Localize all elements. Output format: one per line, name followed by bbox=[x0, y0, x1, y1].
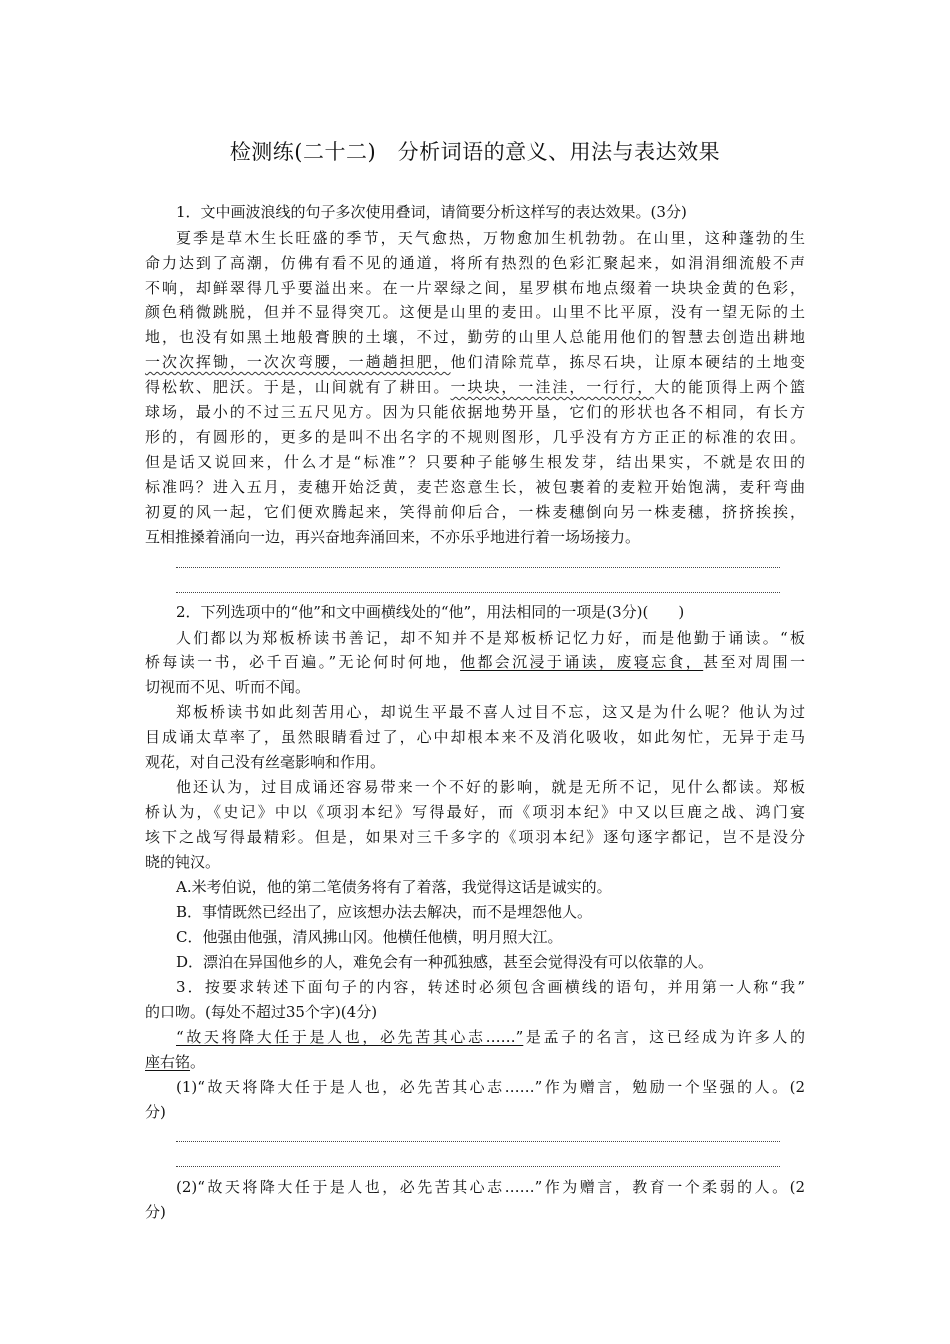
q2-option-a[interactable]: A.米考伯说，他的第二笔债务将有了着落，我觉得这话是诚实的。 bbox=[176, 878, 612, 896]
answer-line[interactable] bbox=[176, 592, 780, 593]
underlined-text: “故天将降大任于是人也，必先苦其心志……” bbox=[176, 1028, 524, 1046]
q2-prompt: 2．下列选项中的“他”和文中画横线处的“他”，用法相同的一项是(3分)( ) bbox=[176, 603, 685, 621]
q2-passage-line: 桥认为，《史记》中以《项羽本纪》写得最好，而《项羽本纪》中又以巨鹿之战、鸿门宴 bbox=[145, 803, 805, 821]
q3-quote-line bbox=[145, 1050, 205, 1074]
q2-passage-line: 人们都以为郑板桥读书善记，却不知并不是郑板桥记忆力好，而是他勤于诵读。“板 bbox=[176, 629, 805, 647]
q2-passage-line: 切视而不见、听而不闻。 bbox=[145, 678, 311, 696]
q2-option-d[interactable]: D．漂泊在异国他乡的人，难免会有一种孤独感，甚至会觉得没有可以依靠的人。 bbox=[176, 953, 714, 971]
wavy-underlined-text: 一次次挥锄，一次次弯腰，一趟趟担肥， bbox=[145, 353, 451, 371]
q1-passage-line: 不响，却鲜翠得几乎要溢出来。在一片翠绿之间，星罗棋布地点缀着一块块金黄的色彩， bbox=[145, 279, 805, 297]
q3-sub1-prompt: (1)“故天将降大任于是人也，必先苦其心志……”作为赠言，勉励一个坚强的人。(2 bbox=[176, 1078, 805, 1096]
underlined-text: 座右铭 bbox=[145, 1053, 191, 1071]
q1-passage-line: 颜色稍微跳脱，但并不显得突兀。这便是山里的麦田。山里不比平原，没有一望无际的土 bbox=[145, 303, 805, 321]
q1-passage-line: 形的，有圆形的，更多的是叫不出名字的不规则图形，几乎没有方方正正的标准的农田。 bbox=[145, 428, 805, 446]
q2-passage-text: 桥每读一书，必千百遍。”无论何时何地， bbox=[145, 653, 461, 671]
q1-passage-line: 但是话又说回来，什么才是“标准”？只要种子能够生根发芽，结出果实，不就是农田的 bbox=[145, 453, 805, 471]
q2-passage-line: 垓下之战写得最精彩。但是，如果对三千多字的《项羽本纪》逐句逐字都记，岂不是没分 bbox=[145, 828, 805, 846]
q3-quote-text: 。 bbox=[190, 1053, 206, 1071]
underlined-text: 他都会沉浸于诵读，废寝忘食， bbox=[460, 653, 704, 671]
q3-sub2-prompt: (2)“故天将降大任于是人也，必先苦其心志……”作为赠言，教育一个柔弱的人。(2 bbox=[176, 1178, 805, 1196]
wavy-underlined-text: 一块块，一洼洼，一行行， bbox=[450, 378, 655, 396]
q2-passage-line: 目成诵太草率了，虽然眼睛看过了，心中却根本来不及消化吸收，如此匆忙，无异于走马 bbox=[145, 728, 805, 746]
q3-sub1-prompt: 分) bbox=[145, 1103, 166, 1121]
q1-passage-text: 大的能顶得上两个篮 bbox=[654, 378, 805, 396]
answer-line[interactable] bbox=[176, 1166, 780, 1167]
q2-passage-line: 观花，对自己没有丝毫影响和作用。 bbox=[145, 753, 386, 771]
q1-passage-line: 地，也没有如黑土地般膏腴的土壤，不过，勤劳的山里人总能用他们的智慧去创造出耕地 bbox=[145, 328, 805, 346]
q3-quote-text: 是孟子的名言，这已经成为许多人的 bbox=[523, 1028, 805, 1046]
q2-option-b[interactable]: B．事情既然已经出了，应该想办法去解决，而不是埋怨他人。 bbox=[176, 903, 593, 921]
answer-line[interactable] bbox=[176, 567, 780, 568]
q3-quote-line bbox=[176, 1025, 805, 1049]
q1-passage-line: 球场，最小的不过三五尺见方。因为只能依据地势开垦，它们的形状也各不相同，有长方 bbox=[145, 403, 805, 421]
q3-sub2-prompt: 分) bbox=[145, 1203, 166, 1221]
q2-passage-line: 郑板桥读书如此刻苦用心，却说生平最不喜人过目不忘，这又是为什么呢？他认为过 bbox=[176, 703, 805, 721]
q1-passage-line: 标准吗？进入五月，麦穗开始泛黄，麦芒恣意生长，被包裹着的麦粒开始饱满，麦秆弯曲 bbox=[145, 478, 805, 496]
q2-passage-line: 他还认为，过目成诵还容易带来一个不好的影响，就是无所不记，见什么都读。郑板 bbox=[176, 778, 805, 796]
q2-passage-text: 甚至对周围一 bbox=[703, 653, 805, 671]
page-title: 检测练(二十二) 分析词语的意义、用法与表达效果 bbox=[229, 140, 721, 164]
q3-prompt: 3．按要求转述下面句子的内容，转述时必须包含画横线的语句，并用第一人称“我” bbox=[176, 978, 805, 996]
q1-passage-line: 初夏的风一起，它们便欢腾起来，笑得前仰后合，一株麦穗倒向另一株麦穗，挤挤挨挨， bbox=[145, 503, 805, 521]
q1-prompt: 1．文中画波浪线的句子多次使用叠词，请简要分析这样写的表达效果。(3分) bbox=[176, 203, 687, 221]
q1-passage-line bbox=[145, 375, 805, 399]
q1-passage-line: 命力达到了高潮，仿佛有看不见的通道，将所有热烈的色彩汇聚起来，如涓涓细流般不声 bbox=[145, 254, 805, 272]
q1-passage-line: 互相推搡着涌向一边，再兴奋地奔涌回来，不亦乐乎地进行着一场场接力。 bbox=[145, 528, 641, 546]
answer-line[interactable] bbox=[176, 1141, 780, 1142]
q1-passage-line: 夏季是草木生长旺盛的季节，天气愈热，万物愈加生机勃勃。在山里，这种蓬勃的生 bbox=[176, 229, 805, 247]
q2-passage-line: 晓的钝汉。 bbox=[145, 853, 221, 871]
q1-passage-line bbox=[145, 350, 805, 374]
q2-option-c[interactable]: C．他强由他强，清风拂山冈。他横任他横，明月照大江。 bbox=[176, 928, 563, 946]
q3-prompt: 的口吻。(每处不超过35个字)(4分) bbox=[145, 1003, 378, 1021]
q1-passage-text: 他们清除荒草，拣尽石块，让原本硬结的土地变 bbox=[450, 353, 805, 371]
q1-passage-text: 得松软、肥沃。于是，山间就有了耕田。 bbox=[145, 378, 451, 396]
q2-passage-line bbox=[145, 650, 805, 674]
